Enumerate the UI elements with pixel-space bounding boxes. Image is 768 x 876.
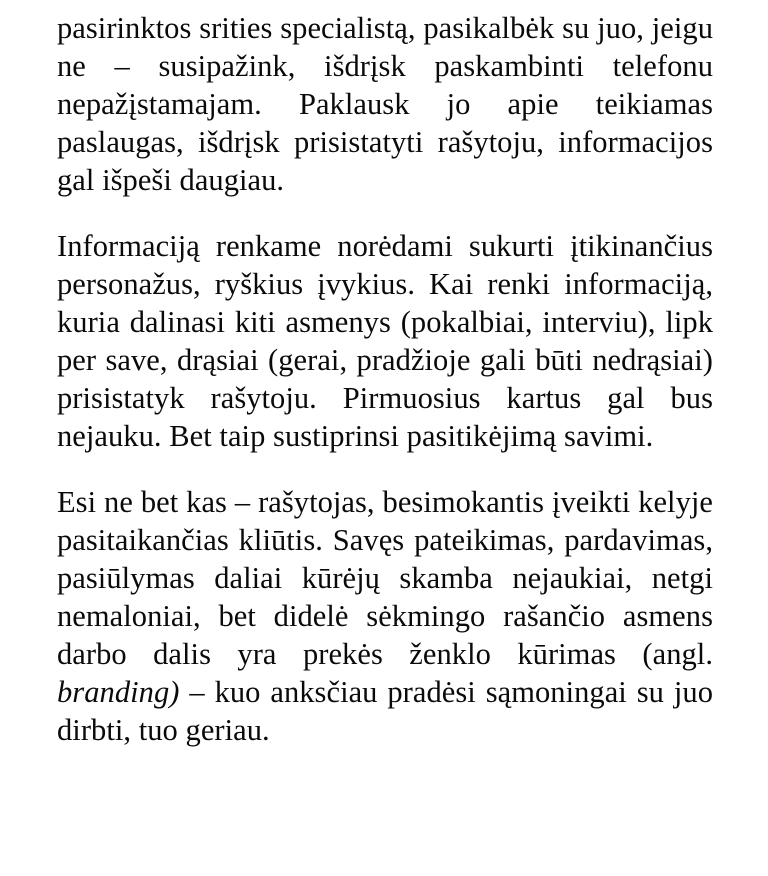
text-column bbox=[57, 9, 713, 749]
paragraph-1: pasirinktos srities specialistą, pasikalbėk su juo, jeigu ne – susipažink, išdrįsk paskambinti telefonu nepažįstamajam. Paklausk jo apie teikiamas paslaugas, išdrįsk prisistatyti rašytoju, informacijos gal išpeši daugiau. bbox=[57, 11, 713, 197]
paragraph-3-text-before-italic: Esi ne bet kas – rašytojas, besimokantis įveikti kelyje pasitaikančias kliūtis. Savęs pateikimas, pardavimas, pasiūlymas daliai kūrėjų skamba nejaukiai, netgi nemaloniai, bet didelė sėkmingo rašančio asmens darbo dalis yra prekės ženklo kūrimas (angl. bbox=[57, 485, 713, 671]
paragraph-3-text-after-italic: – kuo anksčiau pradėsi sąmoningai su juo dirbti, tuo geriau. bbox=[57, 675, 713, 747]
paragraph-3-italic-term: branding) bbox=[57, 675, 180, 709]
paragraph-3 bbox=[57, 483, 713, 749]
paragraph-2: Informaciją renkame norėdami sukurti įtikinančius personažus, ryškius įvykius. Kai renki informaciją, kuria dalinasi kiti asmenys (pokalbiai, interviu), lipk per save, drąsiai (gerai, pradžioje gali būti nedrąsiai) prisistatyk rašytoju. Pirmuosius kartus gal bus nejauku. Bet taip sustiprinsi pasitikėjimą savimi. bbox=[57, 229, 713, 453]
